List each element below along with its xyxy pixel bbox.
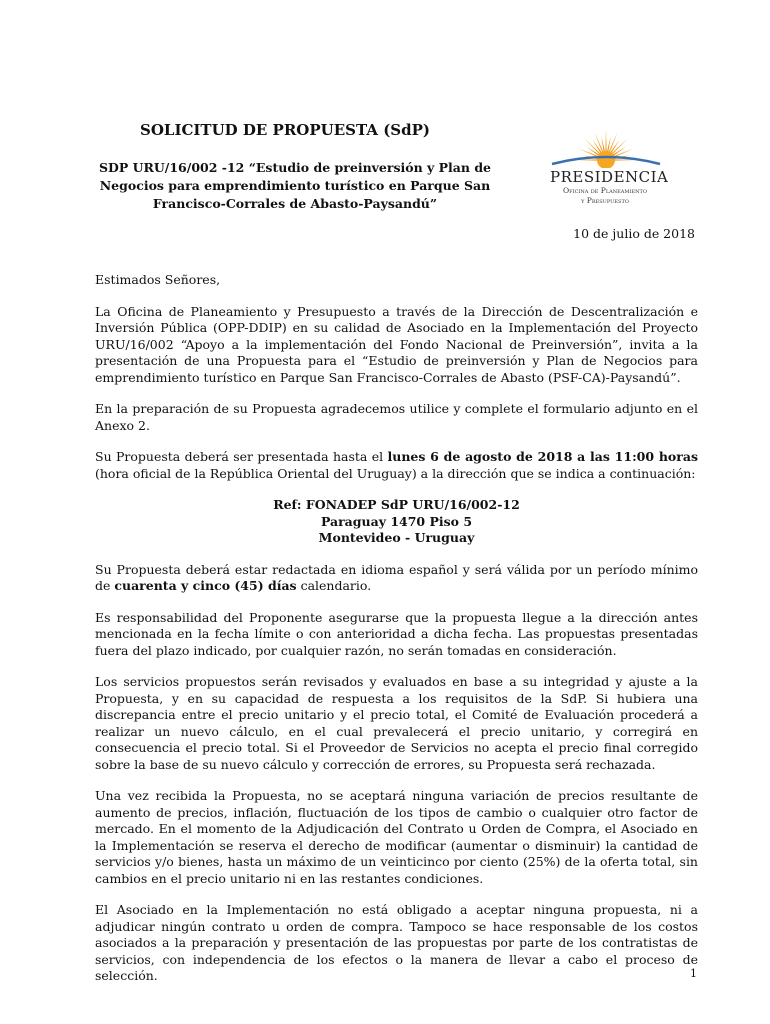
paragraph-8: El Asociado en la Implementación no está obligado a aceptar ninguna propuesta, ni a adjudicar ningún contrato u orden de compra. Tampoco se hace responsable de los costos asociados a la preparación y presentación de las propuestas por parte de los contratistas de servicios, con independencia de los efectos o la manera de llevar a cabo el proceso de selección.: [95, 902, 698, 983]
paragraph-3: [95, 449, 698, 482]
paragraph-3-text: Su Propuesta deberá ser presentada hasta el: [95, 449, 388, 464]
document-title: SOLICITUD DE PROPUESTA (SdP): [140, 121, 430, 139]
logo-subtitle-line-2: y Presupuesto: [581, 196, 629, 205]
paragraph-3-text-end: (hora oficial de la República Oriental del Uruguay) a la dirección que se indica a continuación:: [95, 465, 696, 481]
logo-wordmark: PRESIDENCIA: [550, 168, 669, 186]
reference-address: [95, 497, 698, 547]
document-date: 10 de julio de 2018: [573, 226, 695, 241]
paragraph-7: Una vez recibida la Propuesta, no se aceptará ninguna variación de precios resultante de aumento de precios, inflación, fluctuación de los tipos de cambio o cualquier otro factor de mercado. En el momento de la Adjudicación del Contrato u Orden de Compra, el Asociado en la Implementación se reserva el derecho de modificar (aumentar o disminuir) la cantidad de servicios y/o bienes, hasta un máximo de un veinticinco por ciento (25%) de la oferta total, sin cambios en el precio unitario ni en las restantes condiciones.: [95, 788, 698, 886]
reference-line-1: Ref: FONADEP SdP URU/16/002-12: [273, 497, 520, 512]
subtitle-line-2: Negocios para emprendimiento turístico en Parque San: [99, 178, 491, 193]
document-body: [95, 272, 698, 1000]
validity-text: cuarenta y cinco (45) días: [114, 578, 297, 593]
paragraph-1: La Oficina de Planeamiento y Presupuesto a través de la Dirección de Descentralización e Inversión Pública (OPP-DDIP) en su calidad de Asociado en la Implementación del Proyecto URU/16/002 “Apoyo a la implementación del Fondo Nacional de Preinversión”, invita a la presentación de una Propuesta para el “Estudio de preinversión y Plan de Negocios para emprendimiento turístico en Parque San Francisco-Corrales de Abasto (PSF-CA)-Paysandú”.: [95, 303, 698, 385]
paragraph-5: Es responsabilidad del Proponente asegurarse que la propuesta llegue a la dirección antes mencionada en la fecha límite o con anterioridad a dicha fecha. Las propuestas presentadas fuera del plazo indicado, por cualquier razón, no serán tomadas en consideración.: [95, 609, 698, 658]
paragraph-4-text: Su Propuesta deberá estar redactada en idioma español y será válida por un período mínimo de: [95, 561, 698, 593]
presidencia-logo: [548, 120, 678, 230]
reference-line-3: Montevideo - Uruguay: [318, 530, 475, 545]
paragraph-4: [95, 562, 698, 595]
subtitle-line-3: Francisco-Corrales de Abasto-Paysandú”: [152, 196, 438, 211]
paragraph-4-text-end: calendario.: [296, 578, 372, 593]
paragraph-6: Los servicios propuestos serán revisados y evaluados en base a su integridad y ajuste a la Propuesta, y en su capacidad de respuesta a los requisitos de la SdP. Si hubiera una discrepancia entre el precio unitario y el precio total, el Comité de Evaluación procederá a realizar un nuevo cálculo, en el cual prevalecerá el precio unitario, y corregirá en consecuencia el precio total. Si el Proveedor de Servicios no acepta el precio final corregido sobre la base de su nuevo cálculo y corrección de errores, su Propuesta será rechazada.: [95, 674, 698, 772]
reference-line-2: Paraguay 1470 Piso 5: [320, 513, 473, 529]
page-number: 1: [690, 967, 697, 980]
greeting: Estimados Señores,: [95, 272, 221, 287]
logo-subtitle-line-1: Oficina de Planeamiento: [563, 186, 647, 195]
sun-ray: [605, 130, 606, 152]
deadline-text: lunes 6 de agosto de 2018 a las 11:00 horas: [387, 449, 698, 464]
document-subtitle: [95, 159, 495, 213]
paragraph-2: En la preparación de su Propuesta agradecemos utilice y complete el formulario adjunto en el Anexo 2.: [95, 401, 698, 433]
sun-logo-icon: [548, 120, 664, 168]
subtitle-line-1: SDP URU/16/002 -12 “Estudio de preinversión y Plan de: [98, 160, 492, 175]
